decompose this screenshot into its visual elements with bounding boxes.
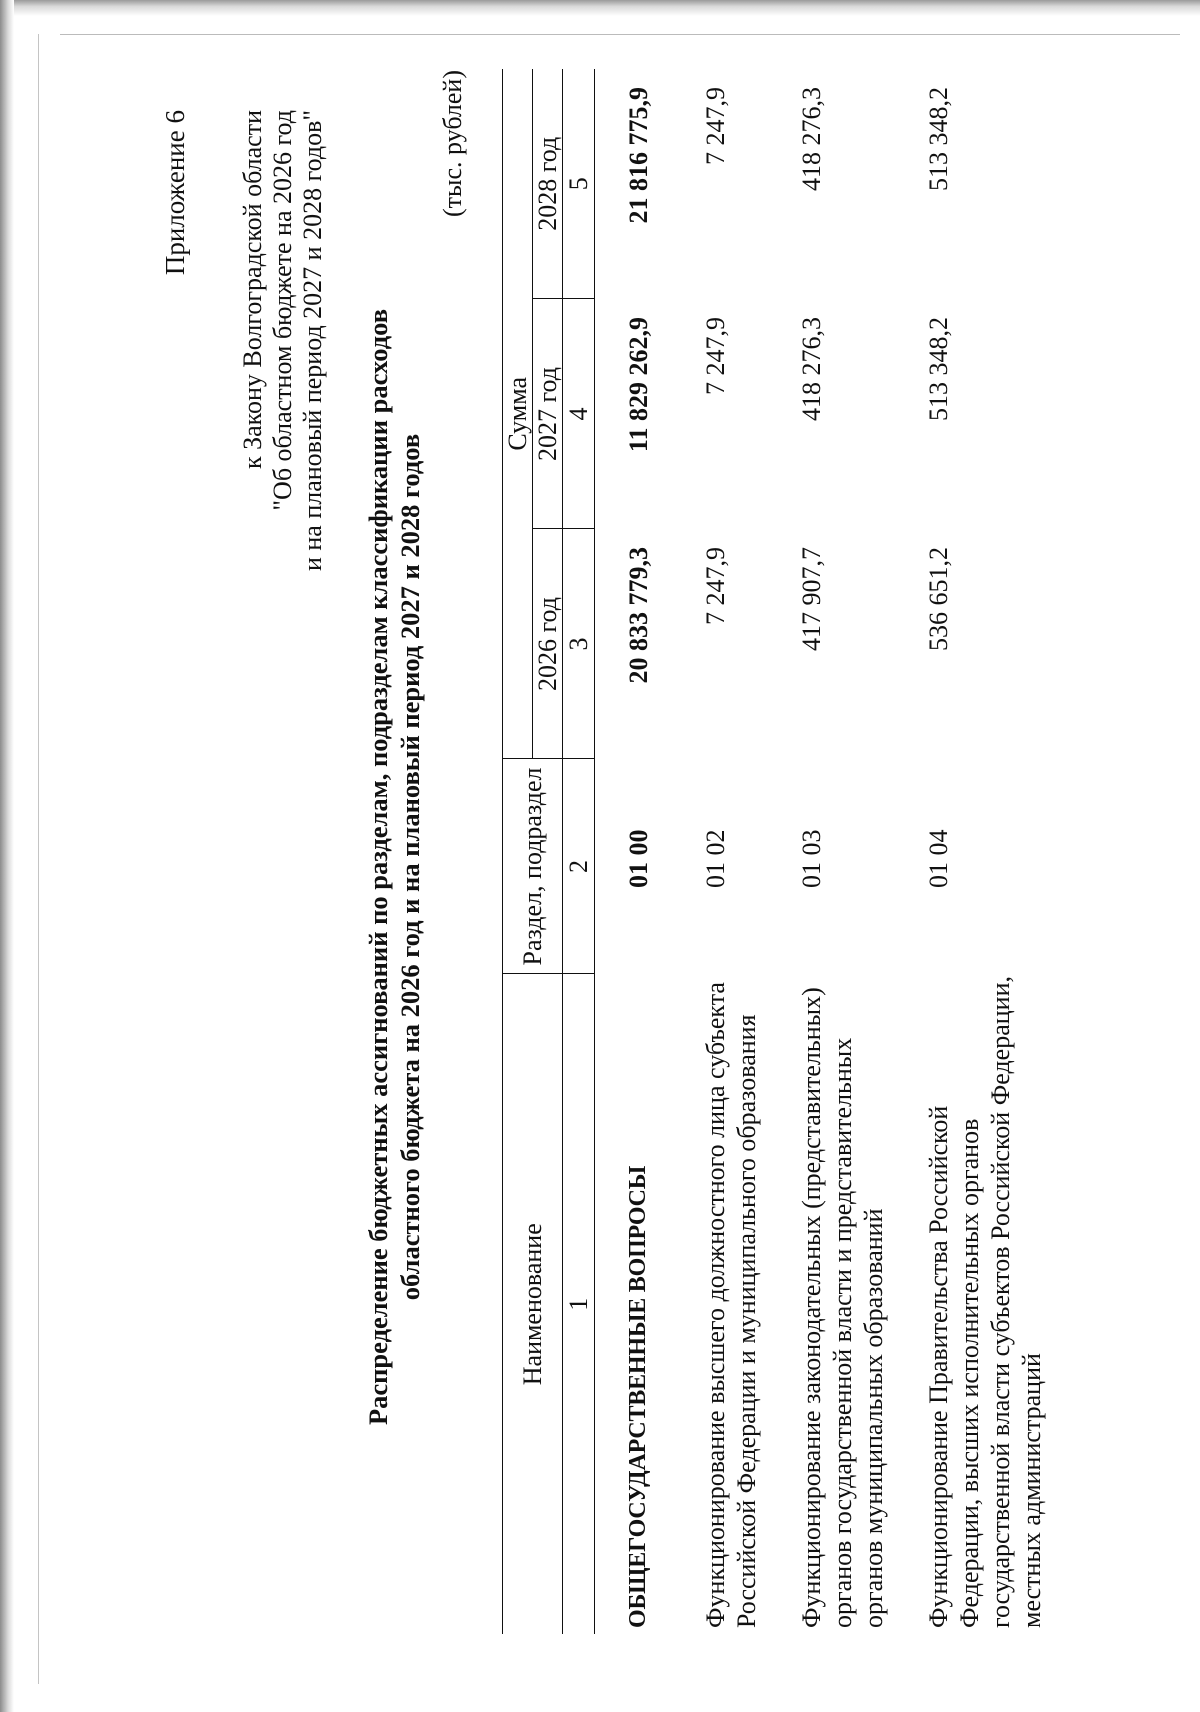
column-number: 5 [563, 69, 595, 299]
budget-table [502, 69, 1081, 1634]
table-row [923, 69, 1081, 1634]
row-value-2028: 7 247,9 [700, 87, 730, 165]
row-code: 01 03 [796, 829, 826, 888]
row-name: Функционирование Правительства Российской Федерации, высших исполнительных органов государственной власти субъектов Российской Федерации, местных администраций [923, 976, 1046, 1628]
row-value-2026: 536 651,2 [923, 547, 953, 651]
row-value-2027: 418 276,3 [796, 317, 826, 421]
row-value-2026: 20 833 779,3 [623, 547, 653, 684]
header-year-2028: 2028 год [533, 69, 563, 299]
row-value-2027: 11 829 262,9 [623, 317, 653, 453]
row-value-2027: 7 247,9 [700, 317, 730, 395]
row-code: 01 00 [623, 829, 653, 888]
row-value-2028: 513 348,2 [923, 87, 953, 191]
row-code: 01 02 [700, 829, 730, 888]
law-line: и на плановый период 2027 и 2028 годов" [298, 110, 327, 572]
law-line: к Закону Волгоградской области [238, 110, 267, 470]
row-value-2027: 513 348,2 [923, 317, 953, 421]
header-name: Наименование [503, 974, 563, 1634]
row-value-2028: 418 276,3 [796, 87, 826, 191]
header-sum: Сумма [503, 69, 533, 759]
appendix-label: Приложение 6 [160, 110, 190, 276]
title-line: Распределение бюджетных ассигнований по разделам, подразделам классификации расходов [363, 308, 393, 1426]
title-line: областного бюджета на 2026 год и на плановый период 2027 и 2028 годов [395, 433, 425, 1301]
table-row [796, 69, 923, 1634]
row-name: Функционирование законодательных (представительных) органов государственной власти и представительных органов муниципальных образований [796, 987, 888, 1628]
row-value-2028: 21 816 775,9 [623, 87, 653, 224]
row-value-2026: 7 247,9 [700, 547, 730, 625]
header-code: Раздел, подраздел [503, 759, 563, 974]
row-name: ОБЩЕГОСУДАРСТВЕННЫЕ ВОПРОСЫ [624, 1165, 651, 1628]
table-gap [595, 69, 615, 1634]
row-name: Функционирование высшего должностного лица субъекта Российской Федерации и муниципального образования [700, 982, 761, 1628]
row-code: 01 04 [923, 829, 953, 888]
law-line: "Об областном бюджете на 2026 год [268, 110, 297, 511]
column-number: 4 [563, 299, 595, 529]
units-label: (тыс. рублей) [438, 70, 467, 218]
document-title [362, 142, 426, 1592]
header-year-2027: 2027 год [533, 299, 563, 529]
table-row [615, 69, 700, 1634]
table-row [700, 69, 796, 1634]
row-value-2026: 417 907,7 [796, 547, 826, 651]
law-reference [238, 110, 328, 810]
column-number: 3 [563, 529, 595, 759]
header-year-2026: 2026 год [533, 529, 563, 759]
column-number: 1 [563, 974, 595, 1634]
column-number: 2 [563, 759, 595, 974]
